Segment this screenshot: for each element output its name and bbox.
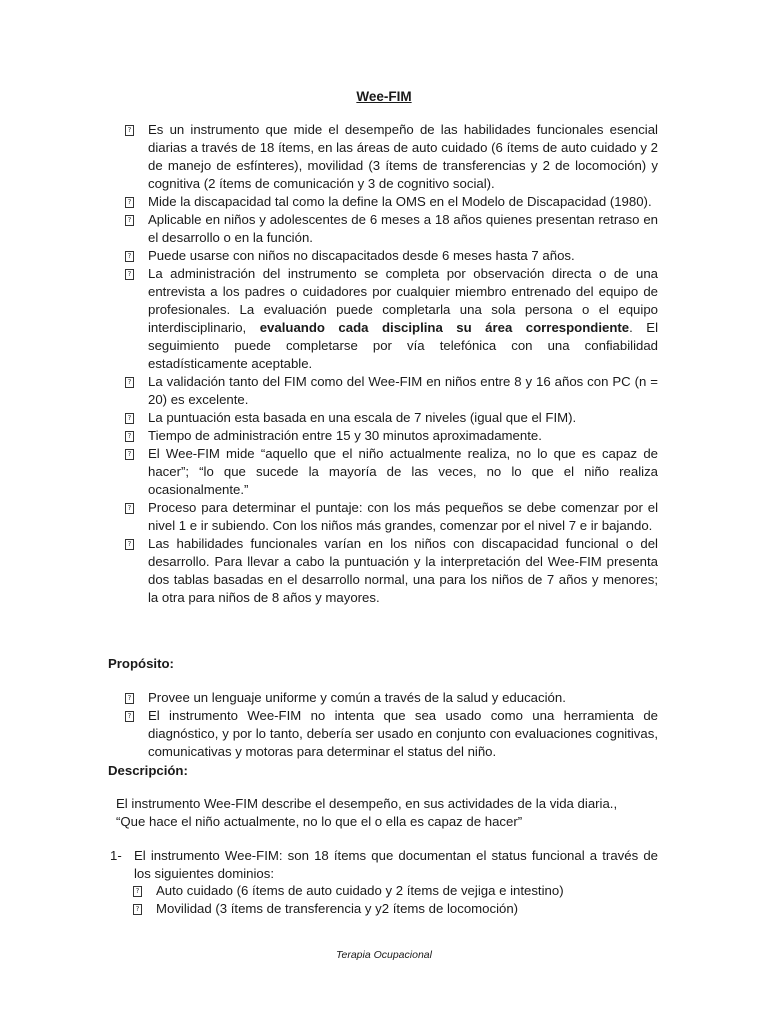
bullet-box-icon: ? [125, 431, 134, 442]
bullet-text: Proceso para determinar el puntaje: con los más pequeños se debe comenzar por el nivel 1 e ir subiendo. Con los niños más grandes, comenzar por el nivel 7 e ir bajando. [148, 500, 658, 533]
page-footer: Terapia Ocupacional [336, 949, 432, 961]
list-item [122, 427, 658, 445]
bullet-text: Auto cuidado (6 ítems de auto cuidado y 2 ítems de vejiga e intestino) [156, 883, 564, 898]
list-item [122, 707, 658, 761]
list-item [122, 247, 658, 265]
document-title: Wee-FIM [356, 89, 412, 104]
bullet-text: Provee un lenguaje uniforme y común a través de la salud y educación. [148, 690, 566, 705]
list-item [122, 535, 658, 607]
list-item [122, 265, 658, 373]
list-item [122, 499, 658, 535]
bullet-text: Puede usarse con niños no discapacitados desde 6 meses hasta 7 años. [148, 248, 575, 263]
bullet-box-icon: ? [133, 886, 142, 897]
bullet-box-icon: ? [125, 539, 134, 550]
bullet-text: Mide la discapacidad tal como la define la OMS en el Modelo de Discapacidad (1980). [148, 194, 652, 209]
bullet-box-icon: ? [125, 215, 134, 226]
numbered-item [110, 847, 658, 883]
main-bullet-list [122, 121, 658, 607]
bullet-box-icon: ? [125, 125, 134, 136]
list-item [130, 882, 650, 900]
list-item [122, 689, 658, 707]
list-item [130, 900, 650, 918]
bullet-text: La validación tanto del FIM como del Wee-FIM en niños entre 8 y 16 años con PC (n = 20) es excelente. [148, 374, 658, 407]
list-item [122, 193, 658, 211]
descripcion-heading: Descripción: [108, 763, 188, 778]
bullet-text: Movilidad (3 ítems de transferencia y y2 ítems de locomoción) [156, 901, 519, 916]
bullet-text: Es un instrumento que mide el desempeño de las habilidades funcionales esencial diarias a través de 18 ítems, en las áreas de auto cuidado (6 ítems de auto cuidado y 2 de manejo de esfínteres), movilidad (3 ítems de transferencias y 2 de locomoción) y cognitiva (2 ítems de comunicación y 3 de cognitivo social). [148, 122, 658, 191]
bullet-text: El instrumento Wee-FIM no intenta que sea usado como una herramienta de diagnóstico, y por lo tanto, debería ser usado en conjunto con evaluaciones cognitivas, comunicativas y motoras para determinar el status del niño. [148, 708, 658, 759]
list-item [122, 373, 658, 409]
bullet-box-icon: ? [125, 269, 134, 280]
bold-emphasis: evaluando cada disciplina su área correspondiente [259, 320, 630, 335]
descripcion-quote: “Que hace el niño actualmente, no lo que el o ella es capaz de hacer” [116, 814, 523, 829]
bullet-box-icon: ? [125, 693, 134, 704]
bullet-text: Tiempo de administración entre 15 y 30 minutos aproximadamente. [148, 428, 542, 443]
bullet-text: La administración del instrumento se completa por observación directa o de una entrevista a los padres o cuidadores por cualquier miembro entrenado del equipo de profesionales. La evaluación puede completarla una sola persona o el equipo interdisciplinario, [148, 266, 658, 335]
descripcion-line: El instrumento Wee-FIM describe el desempeño, en sus actividades de la vida diaria., [116, 796, 618, 811]
bullet-box-icon: ? [125, 711, 134, 722]
bullet-box-icon: ? [125, 377, 134, 388]
bullet-box-icon: ? [133, 904, 142, 915]
proposito-bullet-list [122, 689, 658, 761]
bullet-box-icon: ? [125, 449, 134, 460]
numbered-text: El instrumento Wee-FIM: son 18 ítems que documentan el status funcional a través de los siguientes dominios: [134, 848, 658, 881]
domain-sub-list [130, 882, 650, 918]
bullet-text: . El seguimiento puede completarse por vía telefónica con una confiabilidad estadísticamente aceptable. [148, 320, 659, 371]
bullet-box-icon: ? [125, 503, 134, 514]
list-item [122, 445, 658, 499]
proposito-heading: Propósito: [108, 656, 174, 671]
list-item [122, 409, 658, 427]
bullet-text: El Wee-FIM mide “aquello que el niño actualmente realiza, no lo que es capaz de hacer”; “lo que sucede la mayoría de las veces, no lo que el niño realiza ocasionalmente.” [148, 446, 658, 497]
item-number: 1- [110, 848, 122, 863]
bullet-box-icon: ? [125, 197, 134, 208]
bullet-text: Las habilidades funcionales varían en los niños con discapacidad funcional o del desarrollo. Para llevar a cabo la puntuación y la interpretación del Wee-FIM presenta dos tablas basadas en el desarrollo normal, una para los niños de 7 años y menores; la otra para niños de 8 años y mayores. [148, 536, 658, 605]
list-item [122, 211, 658, 247]
bullet-box-icon: ? [125, 251, 134, 262]
bullet-text: Aplicable en niños y adolescentes de 6 meses a 18 años quienes presentan retraso en el desarrollo o en la función. [148, 212, 658, 245]
bullet-text: La puntuación esta basada en una escala de 7 niveles (igual que el FIM). [148, 410, 577, 425]
list-item [122, 121, 658, 193]
bullet-box-icon: ? [125, 413, 134, 424]
